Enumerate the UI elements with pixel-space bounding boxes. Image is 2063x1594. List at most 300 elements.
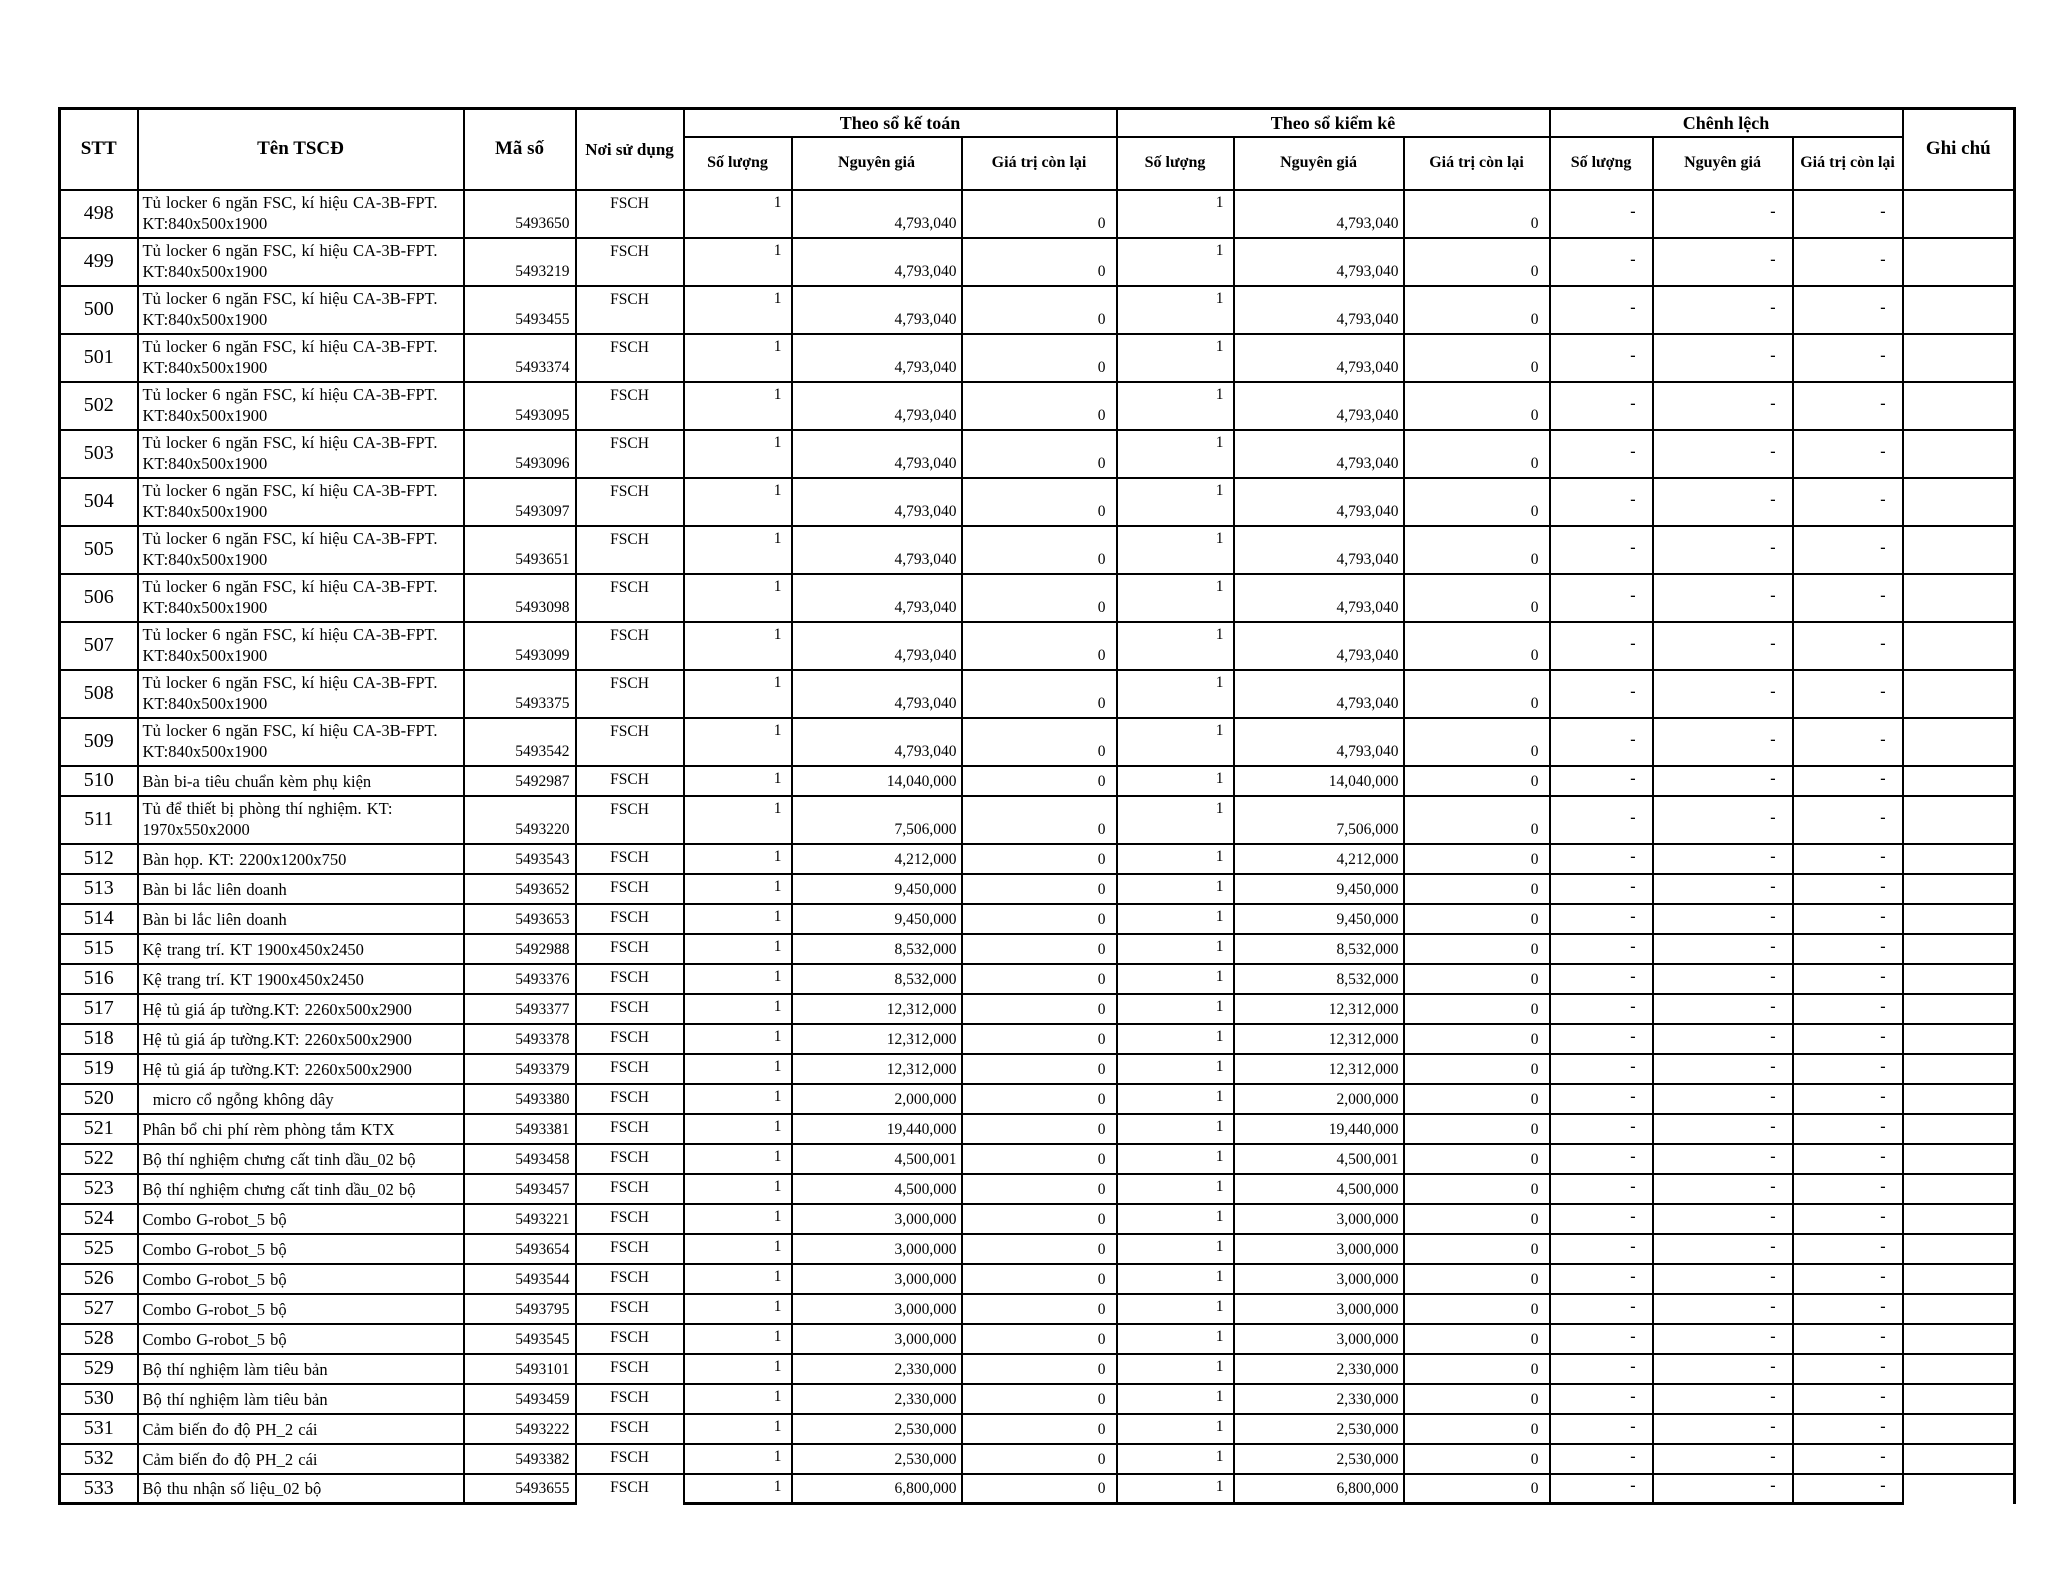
cell-inv-residual: 0: [1404, 574, 1550, 622]
cell-inv-residual: 0: [1404, 1024, 1550, 1054]
header-ketoan-gia-tri-con-lai: Giá trị còn lại: [962, 137, 1117, 190]
cell-usage-location: FSCH: [576, 1444, 684, 1474]
cell-diff-cost: -: [1653, 574, 1793, 622]
cell-diff-quantity: -: [1550, 1084, 1653, 1114]
cell-stt: 520: [60, 1084, 138, 1114]
cell-acct-residual: 0: [962, 238, 1117, 286]
table-row: [60, 1024, 2015, 1054]
cell-inv-quantity: 1: [1117, 1054, 1234, 1084]
cell-inv-cost: 2,330,000: [1234, 1354, 1404, 1384]
cell-diff-cost: -: [1653, 1354, 1793, 1384]
cell-diff-residual: -: [1793, 1444, 1903, 1474]
cell-note: [1903, 1084, 2015, 1114]
cell-acct-cost: 3,000,000: [792, 1204, 962, 1234]
cell-asset-name: Hệ tủ giá áp tường.KT: 2260x500x2900: [138, 994, 464, 1024]
cell-inv-residual: 0: [1404, 904, 1550, 934]
cell-acct-quantity: 1: [684, 286, 792, 334]
cell-asset-code: 5493374: [464, 334, 576, 382]
cell-diff-quantity: -: [1550, 334, 1653, 382]
cell-diff-residual: -: [1793, 796, 1903, 844]
cell-diff-cost: -: [1653, 1114, 1793, 1144]
cell-note: [1903, 430, 2015, 478]
cell-diff-residual: -: [1793, 964, 1903, 994]
cell-diff-quantity: -: [1550, 718, 1653, 766]
cell-note: [1903, 1354, 2015, 1384]
cell-inv-residual: 0: [1404, 286, 1550, 334]
header-chenhlech-nguyen-gia: Nguyên giá: [1653, 137, 1793, 190]
cell-usage-location: FSCH: [576, 478, 684, 526]
cell-asset-code: 5493379: [464, 1054, 576, 1084]
cell-inv-cost: 4,500,000: [1234, 1174, 1404, 1204]
table-row: [60, 904, 2015, 934]
cell-usage-location: FSCH: [576, 430, 684, 478]
table-row: [60, 994, 2015, 1024]
cell-asset-code: 5493375: [464, 670, 576, 718]
cell-inv-quantity: 1: [1117, 334, 1234, 382]
cell-inv-quantity: 1: [1117, 1294, 1234, 1324]
cell-asset-name: Kệ trang trí. KT 1900x450x2450: [138, 934, 464, 964]
cell-usage-location: FSCH: [576, 1324, 684, 1354]
cell-usage-location: FSCH: [576, 526, 684, 574]
cell-inv-quantity: 1: [1117, 1414, 1234, 1444]
table-row: [60, 526, 2015, 574]
header-ghi-chu: Ghi chú: [1903, 109, 2015, 190]
cell-acct-residual: 0: [962, 1054, 1117, 1084]
cell-diff-cost: -: [1653, 1174, 1793, 1204]
cell-stt: 511: [60, 796, 138, 844]
cell-note: [1903, 286, 2015, 334]
cell-inv-residual: 0: [1404, 190, 1550, 238]
cell-note: [1903, 994, 2015, 1024]
cell-asset-code: 5493101: [464, 1354, 576, 1384]
cell-asset-code: 5493381: [464, 1114, 576, 1144]
header-kiemke-nguyen-gia: Nguyên giá: [1234, 137, 1404, 190]
cell-note: [1903, 1174, 2015, 1204]
cell-inv-cost: 4,793,040: [1234, 622, 1404, 670]
cell-acct-residual: 0: [962, 190, 1117, 238]
cell-diff-residual: -: [1793, 526, 1903, 574]
cell-inv-cost: 4,793,040: [1234, 574, 1404, 622]
cell-acct-cost: 3,000,000: [792, 1264, 962, 1294]
cell-asset-code: 5493457: [464, 1174, 576, 1204]
cell-usage-location: FSCH: [576, 796, 684, 844]
cell-asset-code: 5493099: [464, 622, 576, 670]
cell-usage-location: FSCH: [576, 718, 684, 766]
cell-inv-cost: 3,000,000: [1234, 1234, 1404, 1264]
cell-stt: 517: [60, 994, 138, 1024]
cell-diff-residual: -: [1793, 1414, 1903, 1444]
table-row: [60, 1144, 2015, 1174]
cell-diff-residual: -: [1793, 190, 1903, 238]
cell-usage-location: FSCH: [576, 1084, 684, 1114]
table-row: [60, 1084, 2015, 1114]
cell-asset-name: Cảm biến đo độ PH_2 cái: [138, 1444, 464, 1474]
cell-usage-location: FSCH: [576, 1384, 684, 1414]
cell-diff-quantity: -: [1550, 904, 1653, 934]
cell-stt: 503: [60, 430, 138, 478]
cell-acct-cost: 4,793,040: [792, 670, 962, 718]
cell-stt: 507: [60, 622, 138, 670]
cell-inv-residual: 0: [1404, 874, 1550, 904]
cell-acct-cost: 7,506,000: [792, 796, 962, 844]
cell-asset-code: 5493542: [464, 718, 576, 766]
cell-stt: 528: [60, 1324, 138, 1354]
cell-note: [1903, 934, 2015, 964]
cell-asset-code: 5492987: [464, 766, 576, 796]
cell-stt: 515: [60, 934, 138, 964]
cell-inv-cost: 4,793,040: [1234, 334, 1404, 382]
cell-diff-quantity: -: [1550, 286, 1653, 334]
cell-acct-quantity: 1: [684, 1144, 792, 1174]
cell-usage-location: FSCH: [576, 1354, 684, 1384]
cell-inv-residual: 0: [1404, 1414, 1550, 1444]
cell-acct-quantity: 1: [684, 478, 792, 526]
cell-inv-cost: 4,793,040: [1234, 286, 1404, 334]
cell-inv-residual: 0: [1404, 1474, 1550, 1504]
cell-usage-location: FSCH: [576, 1264, 684, 1294]
cell-note: [1903, 1054, 2015, 1084]
cell-usage-location: FSCH: [576, 1474, 684, 1504]
cell-asset-name: Tủ locker 6 ngăn FSC, kí hiệu CA-3B-FPT. KT:840x500x1900: [138, 526, 464, 574]
cell-diff-cost: -: [1653, 1294, 1793, 1324]
cell-asset-name: Hệ tủ giá áp tường.KT: 2260x500x2900: [138, 1024, 464, 1054]
cell-acct-residual: 0: [962, 670, 1117, 718]
cell-acct-quantity: 1: [684, 1384, 792, 1414]
cell-acct-quantity: 1: [684, 718, 792, 766]
cell-inv-cost: 2,330,000: [1234, 1384, 1404, 1414]
cell-diff-quantity: -: [1550, 238, 1653, 286]
cell-acct-residual: 0: [962, 934, 1117, 964]
cell-diff-quantity: -: [1550, 382, 1653, 430]
cell-inv-quantity: 1: [1117, 1324, 1234, 1354]
table-row: [60, 334, 2015, 382]
table-row: [60, 1234, 2015, 1264]
cell-diff-quantity: -: [1550, 766, 1653, 796]
cell-inv-residual: 0: [1404, 1294, 1550, 1324]
cell-stt: 500: [60, 286, 138, 334]
cell-diff-cost: -: [1653, 1054, 1793, 1084]
table-row: [60, 766, 2015, 796]
cell-diff-quantity: -: [1550, 1324, 1653, 1354]
cell-diff-cost: -: [1653, 1324, 1793, 1354]
cell-inv-cost: 4,793,040: [1234, 430, 1404, 478]
cell-inv-cost: 4,793,040: [1234, 718, 1404, 766]
cell-inv-quantity: 1: [1117, 1174, 1234, 1204]
cell-diff-cost: -: [1653, 1234, 1793, 1264]
cell-diff-cost: -: [1653, 1264, 1793, 1294]
table-row: [60, 718, 2015, 766]
cell-inv-quantity: 1: [1117, 478, 1234, 526]
cell-asset-code: 5493096: [464, 430, 576, 478]
cell-inv-quantity: 1: [1117, 1114, 1234, 1144]
cell-diff-quantity: -: [1550, 526, 1653, 574]
cell-acct-cost: 4,793,040: [792, 286, 962, 334]
cell-asset-name: Tủ để thiết bị phòng thí nghiệm. KT: 1970x550x2000: [138, 796, 464, 844]
cell-inv-quantity: 1: [1117, 526, 1234, 574]
cell-acct-residual: 0: [962, 904, 1117, 934]
cell-diff-quantity: -: [1550, 1114, 1653, 1144]
cell-diff-cost: -: [1653, 796, 1793, 844]
cell-diff-quantity: -: [1550, 934, 1653, 964]
cell-diff-quantity: -: [1550, 874, 1653, 904]
cell-acct-quantity: 1: [684, 844, 792, 874]
cell-diff-cost: -: [1653, 1474, 1793, 1504]
cell-asset-name: Combo G-robot_5 bộ: [138, 1264, 464, 1294]
table-row: [60, 1114, 2015, 1144]
cell-asset-name: Combo G-robot_5 bộ: [138, 1234, 464, 1264]
cell-inv-cost: 4,793,040: [1234, 190, 1404, 238]
cell-acct-quantity: 1: [684, 766, 792, 796]
cell-diff-cost: -: [1653, 1384, 1793, 1414]
cell-acct-residual: 0: [962, 1114, 1117, 1144]
cell-asset-name: Cảm biến đo độ PH_2 cái: [138, 1414, 464, 1444]
cell-acct-residual: 0: [962, 766, 1117, 796]
cell-stt: 523: [60, 1174, 138, 1204]
cell-inv-quantity: 1: [1117, 994, 1234, 1024]
cell-diff-residual: -: [1793, 430, 1903, 478]
table-row: [60, 238, 2015, 286]
cell-inv-cost: 8,532,000: [1234, 934, 1404, 964]
cell-diff-cost: -: [1653, 1204, 1793, 1234]
cell-inv-residual: 0: [1404, 934, 1550, 964]
cell-diff-cost: -: [1653, 622, 1793, 670]
cell-asset-code: 5493377: [464, 994, 576, 1024]
cell-asset-code: 5493543: [464, 844, 576, 874]
cell-diff-quantity: -: [1550, 1474, 1653, 1504]
cell-diff-cost: -: [1653, 190, 1793, 238]
cell-stt: 531: [60, 1414, 138, 1444]
cell-inv-quantity: 1: [1117, 844, 1234, 874]
cell-asset-name: Kệ trang trí. KT 1900x450x2450: [138, 964, 464, 994]
cell-diff-residual: -: [1793, 844, 1903, 874]
cell-inv-cost: 3,000,000: [1234, 1294, 1404, 1324]
cell-acct-quantity: 1: [684, 1204, 792, 1234]
table-row: [60, 796, 2015, 844]
cell-asset-name: Tủ locker 6 ngăn FSC, kí hiệu CA-3B-FPT. KT:840x500x1900: [138, 478, 464, 526]
cell-acct-quantity: 1: [684, 574, 792, 622]
cell-note: [1903, 526, 2015, 574]
cell-acct-residual: 0: [962, 1354, 1117, 1384]
cell-inv-cost: 4,500,001: [1234, 1144, 1404, 1174]
cell-stt: 506: [60, 574, 138, 622]
cell-inv-residual: 0: [1404, 238, 1550, 286]
cell-diff-residual: -: [1793, 904, 1903, 934]
cell-acct-quantity: 1: [684, 1264, 792, 1294]
cell-diff-quantity: -: [1550, 190, 1653, 238]
cell-acct-cost: 12,312,000: [792, 1024, 962, 1054]
cell-diff-residual: -: [1793, 1114, 1903, 1144]
cell-diff-cost: -: [1653, 1444, 1793, 1474]
cell-inv-residual: 0: [1404, 964, 1550, 994]
cell-inv-cost: 12,312,000: [1234, 1024, 1404, 1054]
cell-stt: 510: [60, 766, 138, 796]
cell-inv-cost: 9,450,000: [1234, 874, 1404, 904]
cell-note: [1903, 1264, 2015, 1294]
cell-stt: 505: [60, 526, 138, 574]
table-row: [60, 286, 2015, 334]
cell-stt: 504: [60, 478, 138, 526]
cell-note: [1903, 478, 2015, 526]
cell-inv-residual: 0: [1404, 1234, 1550, 1264]
cell-diff-residual: -: [1793, 1054, 1903, 1084]
cell-diff-quantity: -: [1550, 1054, 1653, 1084]
cell-note: [1903, 1414, 2015, 1444]
cell-diff-quantity: -: [1550, 994, 1653, 1024]
cell-inv-residual: 0: [1404, 796, 1550, 844]
cell-acct-cost: 12,312,000: [792, 994, 962, 1024]
cell-acct-quantity: 1: [684, 1054, 792, 1084]
table-row: [60, 1264, 2015, 1294]
cell-note: [1903, 1294, 2015, 1324]
cell-diff-quantity: -: [1550, 1264, 1653, 1294]
cell-asset-name: Bộ thí nghiệm chưng cất tinh dầu_02 bộ: [138, 1144, 464, 1174]
cell-acct-cost: 3,000,000: [792, 1294, 962, 1324]
cell-note: [1903, 622, 2015, 670]
cell-acct-quantity: 1: [684, 1414, 792, 1444]
cell-diff-cost: -: [1653, 670, 1793, 718]
cell-acct-residual: 0: [962, 1474, 1117, 1504]
cell-asset-code: 5493219: [464, 238, 576, 286]
cell-diff-quantity: -: [1550, 622, 1653, 670]
cell-stt: 532: [60, 1444, 138, 1474]
cell-note: [1903, 574, 2015, 622]
table-row: [60, 1474, 2015, 1504]
cell-diff-residual: -: [1793, 934, 1903, 964]
cell-acct-residual: 0: [962, 622, 1117, 670]
cell-diff-residual: -: [1793, 1264, 1903, 1294]
cell-diff-quantity: -: [1550, 430, 1653, 478]
cell-diff-residual: -: [1793, 574, 1903, 622]
cell-inv-quantity: 1: [1117, 874, 1234, 904]
cell-diff-residual: -: [1793, 1144, 1903, 1174]
cell-acct-cost: 4,793,040: [792, 238, 962, 286]
cell-diff-quantity: -: [1550, 478, 1653, 526]
cell-note: [1903, 1144, 2015, 1174]
cell-asset-code: 5493545: [464, 1324, 576, 1354]
cell-inv-cost: 3,000,000: [1234, 1204, 1404, 1234]
cell-usage-location: FSCH: [576, 622, 684, 670]
cell-diff-residual: -: [1793, 1204, 1903, 1234]
cell-inv-residual: 0: [1404, 844, 1550, 874]
cell-acct-residual: 0: [962, 1324, 1117, 1354]
cell-acct-cost: 8,532,000: [792, 934, 962, 964]
cell-note: [1903, 334, 2015, 382]
cell-diff-cost: -: [1653, 334, 1793, 382]
cell-acct-quantity: 1: [684, 1114, 792, 1144]
header-noi-su-dung: Nơi sử dụng: [576, 109, 684, 190]
cell-asset-name: Bộ thu nhận số liệu_02 bộ: [138, 1474, 464, 1504]
header-stt: STT: [60, 109, 138, 190]
cell-inv-quantity: 1: [1117, 1234, 1234, 1264]
cell-diff-quantity: -: [1550, 796, 1653, 844]
cell-stt: 527: [60, 1294, 138, 1324]
cell-asset-name: Combo G-robot_5 bộ: [138, 1204, 464, 1234]
cell-usage-location: FSCH: [576, 190, 684, 238]
cell-diff-cost: -: [1653, 904, 1793, 934]
cell-diff-cost: -: [1653, 1024, 1793, 1054]
cell-acct-cost: 4,793,040: [792, 622, 962, 670]
cell-inv-residual: 0: [1404, 1174, 1550, 1204]
cell-stt: 501: [60, 334, 138, 382]
cell-stt: 533: [60, 1474, 138, 1504]
table-row: [60, 622, 2015, 670]
cell-diff-cost: -: [1653, 1414, 1793, 1444]
cell-acct-quantity: 1: [684, 964, 792, 994]
cell-inv-cost: 4,793,040: [1234, 526, 1404, 574]
cell-asset-name: Bộ thí nghiệm chưng cất tinh dầu_02 bộ: [138, 1174, 464, 1204]
cell-asset-code: 5492988: [464, 934, 576, 964]
cell-inv-residual: 0: [1404, 1384, 1550, 1414]
cell-diff-quantity: -: [1550, 964, 1653, 994]
cell-acct-residual: 0: [962, 1264, 1117, 1294]
cell-acct-quantity: 1: [684, 994, 792, 1024]
cell-inv-residual: 0: [1404, 1054, 1550, 1084]
cell-asset-name: Tủ locker 6 ngăn FSC, kí hiệu CA-3B-FPT. KT:840x500x1900: [138, 286, 464, 334]
cell-acct-cost: 4,793,040: [792, 718, 962, 766]
cell-inv-quantity: 1: [1117, 796, 1234, 844]
cell-acct-quantity: 1: [684, 190, 792, 238]
cell-usage-location: FSCH: [576, 1024, 684, 1054]
cell-asset-name: Tủ locker 6 ngăn FSC, kí hiệu CA-3B-FPT. KT:840x500x1900: [138, 430, 464, 478]
cell-note: [1903, 904, 2015, 934]
cell-usage-location: FSCH: [576, 1204, 684, 1234]
cell-acct-residual: 0: [962, 478, 1117, 526]
cell-acct-residual: 0: [962, 1384, 1117, 1414]
cell-diff-residual: -: [1793, 382, 1903, 430]
cell-inv-quantity: 1: [1117, 1444, 1234, 1474]
cell-acct-cost: 4,793,040: [792, 334, 962, 382]
cell-note: [1903, 1324, 2015, 1354]
cell-asset-name: Hệ tủ giá áp tường.KT: 2260x500x2900: [138, 1054, 464, 1084]
cell-inv-residual: 0: [1404, 670, 1550, 718]
cell-acct-quantity: 1: [684, 1474, 792, 1504]
cell-inv-cost: 4,793,040: [1234, 238, 1404, 286]
cell-inv-residual: 0: [1404, 1114, 1550, 1144]
cell-inv-residual: 0: [1404, 1144, 1550, 1174]
cell-note: [1903, 1234, 2015, 1264]
cell-asset-name: micro cổ ngỗng không dây: [138, 1084, 464, 1114]
cell-stt: 502: [60, 382, 138, 430]
cell-inv-quantity: 1: [1117, 766, 1234, 796]
cell-inv-cost: 2,530,000: [1234, 1444, 1404, 1474]
cell-inv-residual: 0: [1404, 718, 1550, 766]
cell-inv-quantity: 1: [1117, 1354, 1234, 1384]
table-row: [60, 1384, 2015, 1414]
cell-inv-cost: 2,530,000: [1234, 1414, 1404, 1444]
cell-stt: 521: [60, 1114, 138, 1144]
cell-acct-cost: 2,530,000: [792, 1414, 962, 1444]
cell-diff-residual: -: [1793, 286, 1903, 334]
cell-diff-cost: -: [1653, 430, 1793, 478]
cell-asset-code: 5493380: [464, 1084, 576, 1114]
cell-note: [1903, 844, 2015, 874]
header-group-kiem-ke: Theo sổ kiểm kê: [1117, 109, 1550, 137]
cell-asset-name: Bàn bi lắc liên doanh: [138, 904, 464, 934]
cell-inv-cost: 3,000,000: [1234, 1264, 1404, 1294]
cell-inv-quantity: 1: [1117, 1084, 1234, 1114]
cell-usage-location: FSCH: [576, 574, 684, 622]
cell-inv-quantity: 1: [1117, 1264, 1234, 1294]
cell-asset-code: 5493221: [464, 1204, 576, 1234]
cell-diff-quantity: -: [1550, 1354, 1653, 1384]
asset-table-body: [60, 190, 2015, 1504]
cell-inv-residual: 0: [1404, 622, 1550, 670]
header-kiemke-so-luong: Số lượng: [1117, 137, 1234, 190]
cell-acct-cost: 2,000,000: [792, 1084, 962, 1114]
cell-acct-residual: 0: [962, 334, 1117, 382]
cell-asset-code: 5493376: [464, 964, 576, 994]
cell-inv-cost: 8,532,000: [1234, 964, 1404, 994]
